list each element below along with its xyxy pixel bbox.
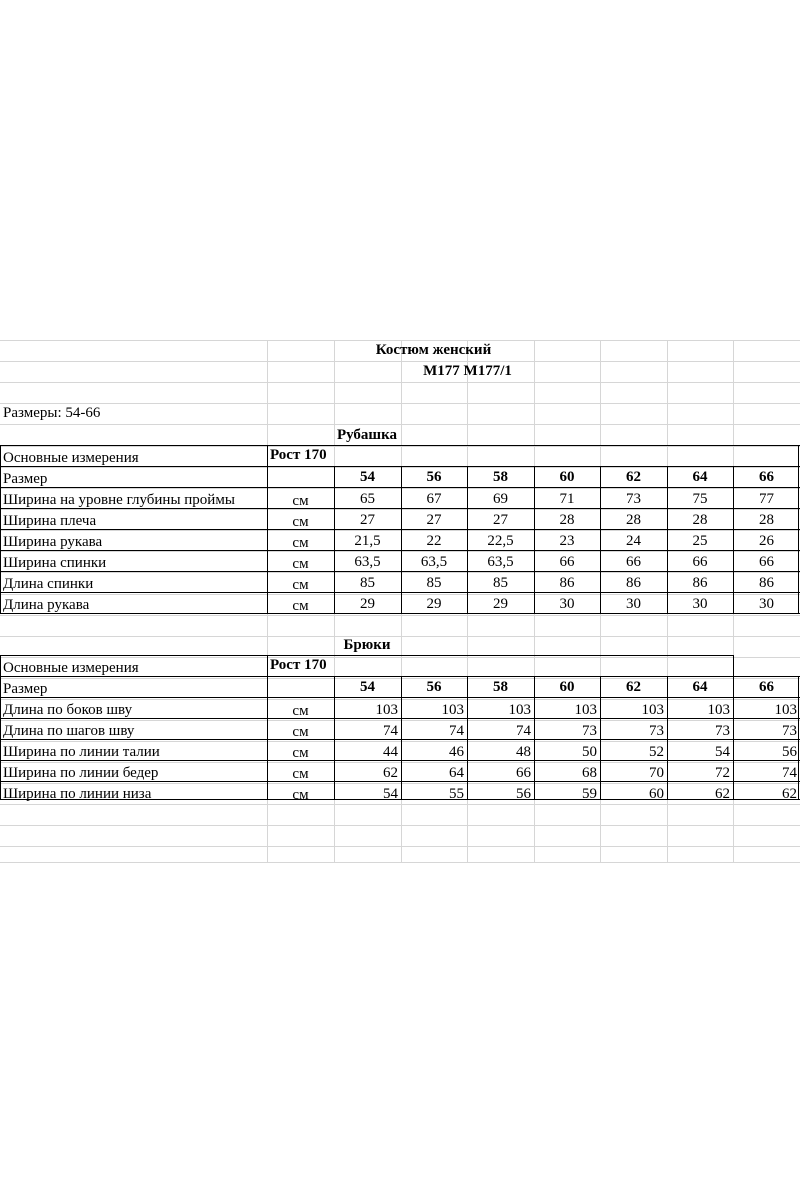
- value-cell[interactable]: 27: [426, 512, 442, 528]
- size-column-header[interactable]: 60: [559, 469, 575, 485]
- measurement-name[interactable]: Длина по боков шву: [3, 702, 133, 718]
- value-cell[interactable]: 59: [582, 786, 597, 802]
- value-cell[interactable]: 86: [692, 575, 708, 591]
- value-cell[interactable]: 71: [559, 491, 575, 507]
- value-cell[interactable]: 27: [493, 512, 508, 528]
- grid-row-line: [0, 825, 800, 826]
- value-cell[interactable]: 29: [360, 596, 375, 612]
- measurement-name[interactable]: Длина спинки: [3, 576, 94, 592]
- value-cell[interactable]: 73: [582, 723, 597, 739]
- value-cell[interactable]: 44: [383, 744, 398, 760]
- unit-cell[interactable]: см: [292, 598, 309, 614]
- measurement-name[interactable]: Длина по шагов шву: [3, 723, 135, 739]
- grid-row-line: [0, 862, 800, 863]
- value-cell[interactable]: 74: [782, 765, 797, 781]
- value-cell[interactable]: 63,5: [420, 554, 448, 570]
- measurement-name[interactable]: Ширина плеча: [3, 513, 97, 529]
- model-number[interactable]: М177 М177/1: [423, 363, 512, 379]
- grid-row-line: [0, 615, 800, 616]
- value-cell[interactable]: 70: [649, 765, 664, 781]
- value-cell[interactable]: 103: [375, 702, 398, 718]
- value-cell[interactable]: 29: [493, 596, 508, 612]
- value-cell[interactable]: 73: [715, 723, 730, 739]
- measurement-name[interactable]: Длина рукава: [3, 597, 90, 613]
- value-cell[interactable]: 64: [449, 765, 464, 781]
- value-cell[interactable]: 103: [508, 702, 531, 718]
- value-cell[interactable]: 62: [782, 786, 797, 802]
- value-cell[interactable]: 56: [782, 744, 797, 760]
- value-cell[interactable]: 21,5: [354, 533, 381, 549]
- value-cell[interactable]: 50: [582, 744, 597, 760]
- unit-cell[interactable]: см: [292, 787, 309, 803]
- value-cell[interactable]: 22: [426, 533, 442, 549]
- value-cell[interactable]: 74: [383, 723, 398, 739]
- unit-cell[interactable]: см: [292, 745, 309, 761]
- unit-cell[interactable]: см: [292, 556, 309, 572]
- height-label[interactable]: Рост 170: [270, 657, 327, 673]
- value-cell[interactable]: 86: [759, 575, 774, 591]
- value-cell[interactable]: 28: [759, 512, 774, 528]
- unit-cell[interactable]: см: [292, 724, 309, 740]
- value-cell[interactable]: 74: [449, 723, 464, 739]
- table-border-line: [0, 445, 800, 446]
- size-column-header[interactable]: 66: [759, 469, 774, 485]
- value-cell[interactable]: 77: [759, 491, 774, 507]
- grid-row-line: [0, 846, 800, 847]
- size-column-header[interactable]: 54: [360, 469, 375, 485]
- size-column-header[interactable]: 56: [426, 469, 442, 485]
- table-border-line: [0, 445, 1, 614]
- value-cell[interactable]: 54: [715, 744, 730, 760]
- value-cell[interactable]: 67: [426, 491, 442, 507]
- value-cell[interactable]: 103: [707, 702, 730, 718]
- value-cell[interactable]: 56: [516, 786, 531, 802]
- unit-cell[interactable]: см: [292, 766, 309, 782]
- value-cell[interactable]: 28: [692, 512, 708, 528]
- size-column-header[interactable]: 64: [692, 679, 708, 695]
- value-cell[interactable]: 28: [559, 512, 575, 528]
- unit-cell[interactable]: см: [292, 514, 309, 530]
- value-cell[interactable]: 103: [574, 702, 597, 718]
- value-cell[interactable]: 103: [641, 702, 664, 718]
- value-cell[interactable]: 25: [692, 533, 708, 549]
- value-cell[interactable]: 62: [715, 786, 730, 802]
- measurement-name[interactable]: Ширина по линии талии: [3, 744, 160, 760]
- size-column-header[interactable]: 58: [493, 469, 508, 485]
- value-cell[interactable]: 27: [360, 512, 375, 528]
- value-cell[interactable]: 24: [626, 533, 641, 549]
- value-cell[interactable]: 22,5: [487, 533, 514, 549]
- shirt-section-title[interactable]: Рубашка: [336, 427, 398, 443]
- size-label[interactable]: Размер: [3, 471, 48, 487]
- grid-row-line: [0, 804, 800, 805]
- value-cell[interactable]: 30: [559, 596, 575, 612]
- measurement-name[interactable]: Ширина рукава: [3, 534, 103, 550]
- value-cell[interactable]: 29: [426, 596, 442, 612]
- value-cell[interactable]: 52: [649, 744, 664, 760]
- size-column-header[interactable]: 62: [626, 679, 641, 695]
- value-cell[interactable]: 66: [559, 554, 575, 570]
- value-cell[interactable]: 23: [559, 533, 575, 549]
- size-column-header[interactable]: 60: [559, 679, 575, 695]
- value-cell[interactable]: 74: [516, 723, 531, 739]
- value-cell[interactable]: 86: [559, 575, 575, 591]
- value-cell[interactable]: 48: [516, 744, 531, 760]
- header-label[interactable]: Основные измерения: [3, 450, 139, 466]
- value-cell[interactable]: 26: [759, 533, 774, 549]
- size-column-header[interactable]: 58: [493, 679, 508, 695]
- value-cell[interactable]: 103: [774, 702, 797, 718]
- value-cell[interactable]: 66: [692, 554, 708, 570]
- value-cell[interactable]: 69: [493, 491, 508, 507]
- unit-cell[interactable]: см: [292, 703, 309, 719]
- size-column-header[interactable]: 66: [759, 679, 774, 695]
- value-cell[interactable]: 66: [516, 765, 531, 781]
- value-cell[interactable]: 65: [360, 491, 375, 507]
- value-cell[interactable]: 72: [715, 765, 730, 781]
- size-label[interactable]: Размер: [3, 681, 48, 697]
- grid-row-line: [0, 382, 800, 383]
- grid-row-line: [0, 446, 800, 447]
- height-label[interactable]: Рост 170: [270, 447, 327, 463]
- size-column-header[interactable]: 56: [426, 679, 442, 695]
- value-cell[interactable]: 63,5: [354, 554, 381, 570]
- value-cell[interactable]: 85: [493, 575, 508, 591]
- measurement-name[interactable]: Ширина на уровне глубины проймы: [3, 492, 235, 508]
- value-cell[interactable]: 63,5: [487, 554, 514, 570]
- value-cell[interactable]: 85: [426, 575, 442, 591]
- value-cell[interactable]: 73: [649, 723, 664, 739]
- value-cell[interactable]: 54: [383, 786, 398, 802]
- header-label[interactable]: Основные измерения: [3, 660, 139, 676]
- value-cell[interactable]: 55: [449, 786, 464, 802]
- pants-section-title[interactable]: Брюки: [343, 637, 391, 653]
- value-cell[interactable]: 66: [626, 554, 641, 570]
- unit-cell[interactable]: см: [292, 493, 309, 509]
- measurement-name[interactable]: Ширина по линии низа: [3, 786, 152, 802]
- document-title[interactable]: Костюм женский: [375, 342, 492, 358]
- value-cell[interactable]: 30: [759, 596, 774, 612]
- sizes-range[interactable]: Размеры: 54-66: [3, 405, 101, 421]
- measurement-name[interactable]: Ширина спинки: [3, 555, 107, 571]
- unit-cell[interactable]: см: [292, 577, 309, 593]
- value-cell[interactable]: 73: [782, 723, 797, 739]
- value-cell[interactable]: 28: [626, 512, 641, 528]
- value-cell[interactable]: 66: [759, 554, 774, 570]
- value-cell[interactable]: 68: [582, 765, 597, 781]
- size-column-header[interactable]: 62: [626, 469, 641, 485]
- size-column-header[interactable]: 64: [692, 469, 708, 485]
- value-cell[interactable]: 30: [626, 596, 641, 612]
- value-cell[interactable]: 103: [441, 702, 464, 718]
- value-cell[interactable]: 60: [649, 786, 664, 802]
- table-border-line: [0, 655, 1, 800]
- unit-cell[interactable]: см: [292, 535, 309, 551]
- value-cell[interactable]: 75: [692, 491, 708, 507]
- value-cell[interactable]: 30: [692, 596, 708, 612]
- measurement-name[interactable]: Ширина по линии бедер: [3, 765, 159, 781]
- value-cell[interactable]: 46: [449, 744, 464, 760]
- size-column-header[interactable]: 54: [360, 679, 375, 695]
- value-cell[interactable]: 62: [383, 765, 398, 781]
- value-cell[interactable]: 86: [626, 575, 641, 591]
- value-cell[interactable]: 73: [626, 491, 641, 507]
- value-cell[interactable]: 85: [360, 575, 375, 591]
